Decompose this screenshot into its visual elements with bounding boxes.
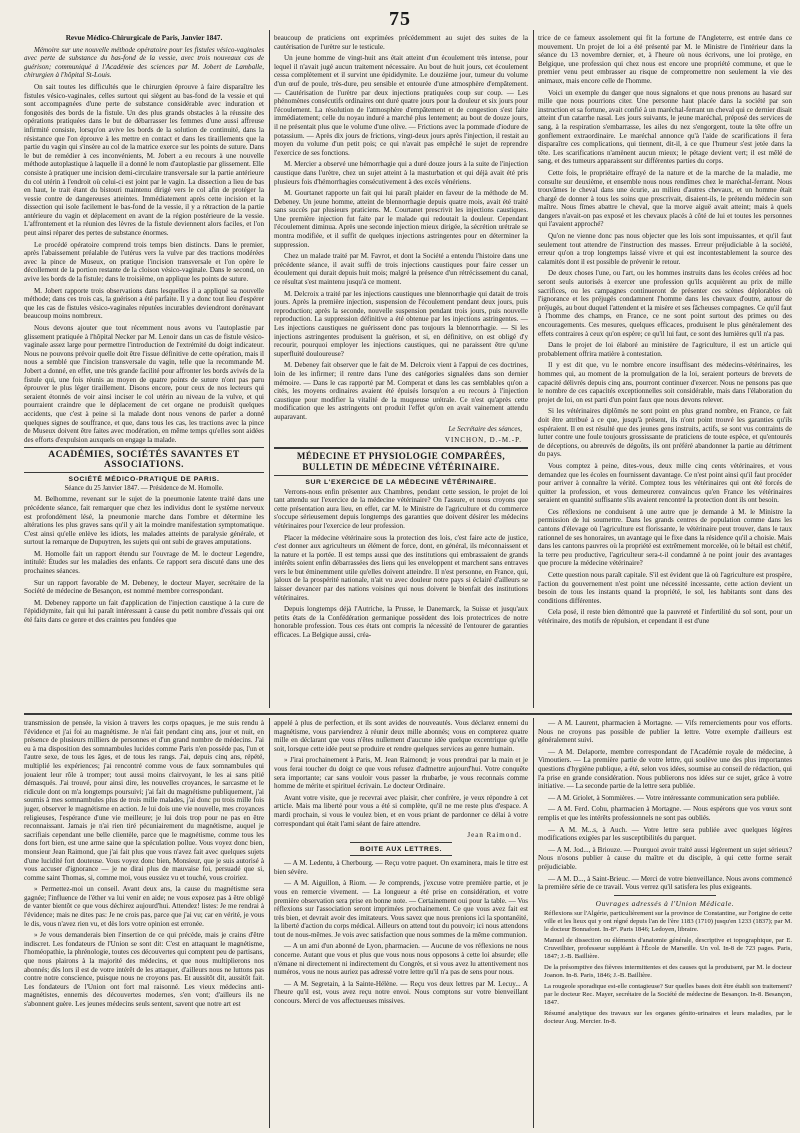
- page-number: 75: [389, 8, 411, 30]
- divider: [350, 855, 452, 856]
- letter-reply: — A un ami d'un abonné de Lyon, pharmacien. — Aucune de vos réflexions ne nous concerne. Autant que vous et plus que vous nous nous opposons à cette loi absurde; elle n'émane ni directement ni indirectement du Congrès, et si vous avez lu attentivement nos numéros, vous ne nous auriez pas adressé votre lettre qu'il n'a pas de sens pour nous.: [274, 942, 528, 977]
- article-paragraph: Vous comptez à peine, dites-vous, deux mille cinq cents vétérinaires, et vous demandez que les écoles en fournissent davantage. Ce n'est point ainsi qu'il faut procéder pour arriver à connaître la vérité. Comptez tous les vétérinaires qui ont été forcés de quitter la profession, et vous demeurerez convaincus qu'en France les vétérinaires seraient en quantité suffisante s'ils avaient rencontré la protection dont ils ont besoin.: [538, 461, 792, 505]
- article-paragraph: M. Mercier a observé une hémorrhagie qui a duré douze jours à la suite de l'injection caustique dans l'urètre, chez un sujet atteint à la masturbation et qui déjà avait été pris plusieurs fois d'hémorrhagies consécutivement à des excès vénériens.: [274, 160, 528, 186]
- column-1-bottom: [24, 719, 264, 1129]
- letter-reply: — A M. Griolet, à Sommières. — Votre intéressante communication sera publiée.: [548, 793, 780, 802]
- letters-box-title: BOITE AUX LETTRES.: [359, 846, 443, 854]
- divider: [24, 447, 264, 448]
- article-paragraph: Verrons-nous enfin présenter aux Chambres, pendant cette session, le projet de loi tant attendu sur l'exercice de la médecine vétérinaire? On l'assure, et nous croyons que cette présentation aura lieu, en effet, car M. le Ministre de l'agriculture et du commerce s'occupe sérieusement depuis longtemps des garanties que doivent désirer les médecins vétérinaires pour l'exercice de leur profession.: [274, 487, 528, 530]
- divider: [614, 895, 716, 896]
- article-paragraph: trice de ce fameux assolement qui fit la fortune de l'Angleterre, est entrée dans ce mouvement. Un projet de loi a été présenté par M. le Ministre de l'intérieur dans la séance du 13 novembre dernier, et, à l'heure où nous écrivons, une loi protège, en Belgique, une profession qui chez nous est encore une propriété commune, et que le premier venu peut embrasser au risque de compromettre non seulement la vie des animaux, mais encore celle de l'homme.: [538, 34, 792, 85]
- article-paragraph: Nous devons ajouter que tout récemment nous avons vu l'autoplastie par glissement pratiquée à l'hôpital Necker par M. Lenoir dans un cas de fistule vésico-vaginale assez large pour permettre l'introduction de l'extrémité du doigt indicateur. Nous ne pouvons prévoir quelle doit être l'issue définitive de cette opération, mais il nous a semblé que l'incision transversale du vagin, telle que la recommande M. Jobert a donné, en effet, une très grande facilité pour affronter les bords avivés de la fistule qui, une fois réunis au moyen de quatre points de suture n'ont pas paru éprouver le plus léger tiraillement. Disons encore, pour ceux de nos lecteurs qui seraient étonnés de voir ainsi inciser le col utérin au niveau de la vulve, et qui pourraient craindre que le déplacement de cet organe ne produisît quelques accidents, que c'est à peine si la malade dont nous venons de parler a donné quelques signes de souffrance, et que, dans tous les cas, les tractions avec la pince de Museux doivent être faites avec modération, en même temps qu'elles sont aidées des efforts d'expulsion auxquels on engage la malade.: [24, 324, 264, 444]
- divider: [350, 842, 452, 843]
- article-paragraph: » Je vous demanderais bien l'insertion de ce qui précède, mais je crains d'être indiscret. Les fondateurs de l'Union se sont dit: C'est en attaquant le magnétisme, l'homéopathie, la phrénologie, toutes ces découvertes qui comptent peu de partisans, que nous plairons à la majorité des médecins, et que nous multiplierons nos abonnés; dès lors il est de votre intérêt de les attaquer, d'ailleurs nous ne luttons pas contre notre conscience, puisque nous ne croyons pas. Et aussitôt dit, aussitôt fait. Les fondateurs de l'Union ont fort mal raisonné. Les vieux médecins anti-magnétistes, ennemis des découvertes modernes, s'en vont; d'ailleurs ils ne s'abonnent guère. Les jeunes médecins seuls sentent, savent que notre art est: [24, 931, 264, 1008]
- column-3-bottom: [538, 719, 792, 1129]
- divider: [24, 472, 264, 473]
- article-paragraph: Placer la médecine vétérinaire sous la protection des lois, c'est faire acte de justice, c'est donner aux agriculteurs un élément de force, dont, en général, ils méconnaissent et la nature et la portée. Il est temps aussi que des institutions qui embrassaient de grands intérêts soient enfin débarrassées des liens qui les enveloppent et marchent sans entraves vers le but éminemment utile qu'elles doivent atteindre. Il n'est personne, en France, qui, jaloux de la prospérité nationale, n'ait vu avec douleur notre pays si éclairé d'ailleurs se laisser devancer par des nations voisines qui nous doivent le bienfait des institutions vétérinaires.: [274, 533, 528, 602]
- column-rule: [269, 718, 270, 1128]
- article-paragraph: Le procédé opératoire comprend trois temps bien distincts. Dans le premier, après l'abaissement préalable de l'utérus vers la vulve par des tractions modérées avec la pince de Museux, on pratique l'incision transversale et l'on opère le décollement de la portion restante de la cloison vésico-vaginale. Dans le second, on avive les bords de la fistule; dans le troisième, on applique les points de suture.: [24, 240, 264, 284]
- article-paragraph: Il y est dit que, vu le nombre encore insuffisant des médecins-vétérinaires, les hommes qui, au moment de la promulgation de la loi, seraient porteurs de brevets de capacité délivrés depuis cinq ans, pourront continuer d'exercer. Nous ne pensons pas que le nombre de ces capacités exceptionnelles soit considérable, mais dans l'élaboration du projet de loi, on est parti d'un point faux que nous devons relever.: [538, 361, 792, 404]
- letter-reply: — A M. Delaporte, membre correspondant de l'Académie royale de médecine, à Vimoutiers. — La première partie de votre lettre, qui soulève une des plus importantes questions d'hygiène publique, a été, selon vos idées, soumise au conseil de rédaction, qui l'a prise en grande considération. Nous publierons nos idées sur ce sujet, grâce à votre initiative. — La seconde partie de la lettre sera publiée.: [538, 747, 792, 791]
- letter-reply: — A M. Aiguillon, à Riom. — Je comprends, j'excuse votre première partie, et je vous en remercie vivement. — La longueur a été prise en considération, et votre première observation sera prise en bonne note. — Certainement oui pour la table. — Vos réflexions sur l'association seront imprimées prochainement. Ce que vous avez fait est très bien, et devrait avoir des imitateurs. Vous savez que nous prenions ici la spontanéité, la liberté d'action du corps médical. Ailleurs on attend tout du pouvoir; ici nous attendons tout de nous-mêmes. Je vois avec satisfaction que nous sommes de la même communion.: [274, 879, 528, 939]
- book-entry: Réflexions sur l'Algérie, particulièrement sur la province de Constantine, sur l'origine de cette ville et les lieux qui y ont régné depuis l'an de l'ère 1183 (1710) jusqu'en 1233 (1837); par M. le docteur Bonnafont. In-8°. Paris 1846; Ledoyen, libraire.: [544, 909, 792, 933]
- signoff-role: Le Secrétaire des séances,: [448, 424, 522, 433]
- article-paragraph: Mémoire sur une nouvelle méthode opératoire pour les fistules vésico-vaginales avec perte de substance du bas-fond de la vessie, avec trois nouveaux cas de guérison; communiqué à l'Académie des sciences par M. Jobert de Lamballe, chirurgien à l'hôpital St-Louis.: [24, 45, 264, 80]
- book-entry: Manuel de dissection ou éléments d'anatomie générale, descriptive et topographique, par E. Cruveilhier, professeur suppléant à l'École de Marseille. Un vol. In-8 de 723 pages. Paris, 1847; J.-B. Baillière.: [544, 936, 792, 960]
- article-paragraph: Cette question nous paraît capitale. S'il est évident que là où l'agriculture est prospère, l'action du gouvernement n'est point une nécessité incessante, cette action devient un besoin de tous les instants quand la propriété, le sol, les habitants sont dans des conditions différentes.: [538, 571, 792, 605]
- article-paragraph: M. Gourtanet rapporte un fait qui lui paraît plaider en faveur de la méthode de M. Debeney. Un jeune homme, atteint de blennorrhagie depuis quatre mois, avait été traité sans succès par plusieurs praticiens. M. Courtanet prescrivit les injections caustiques. Une première injection fut faite par le malade qui redoutait la douleur. Cependant l'écoulement diminua. Après une seconde injection mieux dirigée, la sécrétion urétrale se montra modifiée, et il suffit de quelques injections astringentes pour en déterminer la suppression.: [274, 189, 528, 249]
- article-paragraph: Voici un exemple du danger que nous signalons et que nous prenons au hasard sur mille que nous pourrions citer. Une personne haut placée dans la société par son instruction et sa fortune, avait confié à un maréchal-ferrant un cheval qui ce dernier disait atteint d'un catarrhe nasal. Les jours suivants, le jeune maréchal, préposé des services de sang, à la respiration s'embarrasse, les ailes du nez s'engorgent, toute la tête offre un gonflement extraordinaire. Le maréchal annonce qu'à l'aide de scarifications il fera disparaître ces complications, qui tiennent, dit-il, à ce que l'humeur s'est jetée dans la tête. Les scarifications n'amènent aucun mieux; le pétage devient vert; il est mêlé de sang, et des tumeurs apparaissent sur différentes parties du corps.: [538, 88, 792, 166]
- article-paragraph: transmission de pensée, la vision à travers les corps opaques, je me suis rendu à l'évidence et j'ai foi au magnétisme. Je n'ai fait pendant cinq ans, jour et nuit, en présence de plusieurs milliers de personnes et d'un grand nombre de médecins. J'ai eu à ma disposition des somnambules lucides comme Paris n'en possède pas, l'un et l'autre sexe, de tous les âges, et de tous les rangs. J'ai, depuis cinq ans, répété, multiplié les expériences; j'ai rencontré comme vous de faux somnambules qui jouaient leur rôle à tromper; tout aussi moins clairvoyant, le les ai sans pitié démasqués. J'ai trouvé, pour ainsi dire, les nouvelles croyances, le sarcasme et le ridicule dont on m'a longtemps poursuivi; j'ai fait du magnétisme publiquement, j'ai soumis à mes somnambules plus de trois mille malades, j'ai donc pu trois mille fois juger, observer le magnétisme en action. Je lui dois une vie nouvelle, mes croyances religieuses, l'espérance d'une vie meilleure; je lui dois trop pour ne pas en être reconnaissant. Jamais je n'ai rien tiré pécuniairement du magnétisme, auquel je sacrifiais cependant une belle clientèle, parce que le magnétisme, comme tous les dons fort bien, est une arme saine que la spéculation pollue. Vous voyez donc bien, monsieur Jean Raimond, que j'ai fait plus que vous n'avez fait avec quelques sujets d'une lucidité fort douteuse. Vous voyez donc bien, Monsieur, que je suis autorisé à vous accuser d'ignorance — je ne dirai plus de mauvaise foi, persuadé que si, comme saint Thomas, si, comme moi, vous eussiez vu et touché, vous croiriez.: [24, 719, 264, 882]
- article-paragraph: Qu'on ne vienne donc pas nous objecter que les lois sont impuissantes, et qu'il faut seulement tout attendre de l'instruction des masses. Erreur préjudiciable à la société, erreur qu'on a trop longtemps laissé vivre et qui est incontestablement la source des calamités dont il est possible de prévenir le retour.: [538, 232, 792, 266]
- section-banner: MÉDECINE ET PHYSIOLOGIE COMPARÉES, BULLETIN DE MÉDECINE VÉTÉRINAIRE.: [296, 450, 506, 472]
- divider: [274, 447, 528, 449]
- article-paragraph: On sait toutes les difficultés que le chirurgien éprouve à faire disparaître les fistules vésico-vaginales, celles surtout qui siègent au bas-fond de la vessie et qui sont accompagnées d'une perte de substance considérable avec induration et fongosités des bords de la fistule. Un des plus grands obstacles à la réussite des opérations pratiquées dans le but de débarrasser les femmes d'une aussi affreuse infirmité consiste, lorsqu'on avive les bords de la solution de continuité, dans la résistance que l'on éprouve à les mettre en contact et dans les tiraillements que la partie du vagin qui s'insère au col de la matrice exerce sur les points de suture. Dans le but de remédier à ces inconvénients, M. Jobert a eu recours à une nouvelle méthode autoplastique à laquelle il a donné le nom d'autoplastie par glissement. Elle consiste à pratiquer une incision demi-circulaire transversale sur la partie antérieure du col utérin à l'endroit où celui-ci est joint par le vagin. La dissection a lieu de bas en haut, le trait étant du bistouri maintenu dirigé vers le col afin de protéger la vessie contre de dangereuses atteintes. Immédiatement après cette incision et la dissection qui isole facilement le bas-fond de la vessie, il y a rétraction de la partie antérieure du vagin et déplacement en avant de la région postérieure de la vessie. L'affrontement et la réunion des lèvres de la fistule deviennent alors faciles, et l'on peut ainsi réparer des pertes de substance énormes.: [24, 82, 264, 238]
- letter-reply: — A M. Ferd. Cohu, pharmacien à Mortagne. — Nous espérons que vos vœux sont remplis et que les intérêts professionnels ne sont pas oubliés.: [538, 805, 792, 822]
- article-paragraph: Cela posé, il reste bien démontré que la pauvreté et l'infertilité du sol sont, pour un vétérinaire, des motifs de répulsion, et cependant il est d'une: [538, 608, 792, 625]
- article-paragraph: M. Debeney fait observer que le fait de M. Delcroix vient à l'appui de ces doctrines, loin de les infirmer; il rentre dans l'une des catégories signalées dans son dernier mémoire. — Dans le cas rapporté par M. Comperat et dans les cas semblables qu'on a cités, les moyens ordinaires avaient été épuisés lorsqu'on a eu recours à l'injection caustique pour modifier la vitalité de la muqueuse urétrale. Ce n'est qu'après cette modification que les astringents ont produit l'effet qu'on en avait vainement attendu auparavant.: [274, 361, 528, 421]
- book-entry: Résumé analytique des travaux sur les organes génito-urinaires et leurs maladies, par le docteur Aug. Mercier. In-8.: [544, 1009, 792, 1025]
- article-paragraph: De deux choses l'une, ou l'art, ou les hommes instruits dans les écoles créées ad hoc seront seuls autorisés à exercer une profession qu'ils acquièrent au prix de mille sacrifices, ou les campagnes continueront de présenter ces scènes déplorables où l'ignorance et les préjugés condamnent l'homme dans les chevaux d'outre, autour de préjugés, au bout duquel l'attendent et la misère et ses fâcheuses compagnes. Ce qu'il faut à l'homme des champs, en France, ce ne sont point surtout des primes ou des encouragements. Ces mesures, quelques efficaces, produisent le plus généralement des effets contraires à ceux qu'on espère; ce qu'il lui faut, ce sont des lumières qu'il n'a pas.: [538, 269, 792, 338]
- book-entry: De la présomptive des fièvres intermittentes et des causes qui la produisent, par M. le docteur Joanon. In-8. Paris, 1846; J.-B. Baillière.: [544, 963, 792, 979]
- article-paragraph: Avant votre visite, que je recevrai avec plaisir, cher confrère, je veux répondre à cet article. Mais ma liberté pour vous a été si complète, qu'il ne me reste plus d'espace. A mardi prochain, si vous le voulez bien, et en vous priant de pardonner ce délai à votre correspondant qui était l'ami séant de faire attendre.: [274, 793, 528, 828]
- article-paragraph: Sur un rapport favorable de M. Debeney, le docteur Mayer, secrétaire de la Société de médecine de Besançon, est nommé membre correspondant.: [24, 578, 264, 596]
- column-rule: [533, 718, 534, 1128]
- column-rule: [269, 30, 270, 708]
- article-paragraph: Chez un malade traité par M. Favrot, et dont la Société a entendu l'histoire dans une précédente séance, il avait suffi de trois injections caustiques pour faire cesser un écoulement qui durait depuis huit mois; malgré la présence d'un rétrécissement du canal, ce résultat s'est maintenu jusqu'à ce moment.: [274, 252, 528, 287]
- section-title: Revue Médico-Chirurgicale de Paris, Janvier 1847.: [65, 34, 223, 42]
- society-title: SOCIÉTÉ MÉDICO-PRATIQUE DE PARIS.: [68, 476, 220, 484]
- letter-reply: — A M. M...s, à Auch. — Votre lettre sera publiée avec quelques légères modifications exigées par les susceptibilités du parquet.: [538, 825, 792, 843]
- article-paragraph: Dans le projet de loi élaboré au ministère de l'agriculture, il est un article qui probablement offrira matière à contestation.: [538, 341, 792, 358]
- article-paragraph: » Permettez-moi un conseil. Avant deux ans, la cause du magnétisme sera gagnée; l'influence de l'éther va lui venir en aide; ne vous exposez pas à être obligé de vanter bientôt ce que vous déchirez aujourd'hui. Attendez! listes: Je me rendrai à l'évidence; mais ne dites pas: Je ne crois pas, parce que j'ai vu; car en vérité, je vous le dis, vous n'avez rien vu, et dès lors votre opinion est erronée.: [24, 885, 264, 928]
- column-rule: [533, 30, 534, 708]
- section-banner: ACADÉMIES, SOCIÉTÉS SAVANTES ET ASSOCIATIONS.: [48, 450, 240, 471]
- article-paragraph: beaucoup de praticiens ont exprimées précédemment au sujet des suites de la cautérisation de l'urètre sur le testicule.: [274, 34, 528, 51]
- books-box-title: Ouvrages adressés à l'Union Médicale.: [595, 898, 735, 908]
- article-paragraph: Un jeune homme de vingt-huit ans était atteint d'un écoulement très intense, pour lequel il n'avait jugé aucun traitement nécessaire. Au bout de huit jours, cet écoulement cessa complètement et il survint une épididymite. Le douzième jour, tumeur du volume d'un œuf de poule, très-dure, peu sensible et entourée d'une atmosphère d'empâtement. — Cautérisation de l'urètre par deux injections pratiquées coup sur coup. — Les phénomènes consécutifs ordinaires ont duré quatre jours pour la douleur et six jours pour l'écoulement. La résolution de l'atmosphère d'empâtement et de congestion s'est faite immédiatement; celle du noyau induré a marché plus lentement; au bout de douze jours, il ne présentait plus que le volume d'une olive. — Frictions avec la pommade d'iodure de potassium. — Après dix jours de frictions, vingt-deux jours après l'injection, il restait au moyen du volume d'un petit pois; ce qui n'avait pas empêché le sujet de reprendre l'exercice de ses fonctions.: [274, 54, 528, 157]
- letter-reply: — A M. Laurent, pharmacien à Mortagne. — Vifs remerciements pour vos efforts. Nous ne croyons pas possible de publier la lettre. Votre exemple d'ailleurs est généralement suivi.: [538, 719, 792, 745]
- letter-reply: — A M. Jod..., à Briouze. — Pourquoi avoir traité aussi légèrement un sujet sérieux? Nous n'osons publier à cause du maître et du disciple, à qui cette forme serait préjudiciable.: [538, 845, 792, 871]
- article-paragraph: Ces réflexions ne conduisent à une autre que je demande à M. le Ministre la permission de lui soumettre. Dans les grands centres de population comme dans les cantons d'élevage où l'agriculture est florissante, le vétérinaire peut trouver, dans le taux rationnel de ses honoraires, un avantage qui le fixe dans la résidence qu'il a choisie. Mais dans les cantons pauvres où la propriété est extrêmement morcelée, où le bétail est chétif, la terre peu productive, l'agriculteur sera-t-il condamné à ne point jouir des avantages que procure la médecine vétérinaire?: [538, 507, 792, 568]
- article-paragraph: M. Homolle fait un rapport étendu sur l'ouvrage de M. le docteur Legendre, intitulé: Études sur les maladies des enfants. Ce rapport sera discuté dans une des prochaines séances.: [24, 549, 264, 576]
- letter-reply: — A M. Ledentu, à Cherbourg. — Reçu votre paquet. On examinera, mais le titre est bien sévère.: [274, 859, 528, 876]
- letter-reply: — A M. D..., à Saint-Brieuc. — Merci de votre bienveillance. Nous avons commencé la première série de ce travail. Vous verrez qu'il satisfera les plus exigeants.: [538, 874, 792, 892]
- book-entry: La rougeole sporadique est-elle contagieuse? Sur quelles bases doit être établi son traitement? par le docteur Rec. Mayer, secrétaire de la Société de médecine de Besançon. In-8. Besançon, 1847.: [544, 982, 792, 1006]
- letter-reply: — A M. Segretain, à la Sainte-Hélène. — Reçu vos deux lettres par M. Lecuy... A l'heure qu'il est, vous avez reçu notre envoi. Nous comptons sur votre bienveillant concours. Merci de vos affectueuses missives.: [274, 979, 528, 1006]
- author-signature: Jean Raimond.: [467, 831, 522, 840]
- signoff-name: VINCHON, D.-M.-P.: [444, 435, 522, 444]
- article-paragraph: appelé à plus de perfection, et ils sont avides de nouveautés. Vous déclarez ennemi du magnétisme, vous parviendrez à réunir deux mille abonnés; vous en compterez quatre mille en déclarant que vous n'êtes nullement d'aucune idée quelque excentrique qu'elle soit, lorsque cette idée peut se produire et rendre quelques services au genre humain.: [274, 719, 528, 753]
- article-paragraph: M. Jobert rapporte trois observations dans lesquelles il a appliqué sa nouvelle méthode; dans ces trois cas, la guérison a été parfaite. Il y a donc tout lieu d'espérer que les cas de fistules vésico-vaginales réputées incurables deviendront dorénavant beaucoup moins nombreux.: [24, 286, 264, 321]
- article-title: SUR L'EXERCICE DE LA MÉDECINE VÉTÉRINAIRE.: [305, 478, 497, 486]
- article-paragraph: M. Debeney rapporte un fait d'application de l'injection caustique à la cure de l'épididymite, fait qui lui paraît intéressant à cause du petit nombre d'essais qui ont été faits dans ce genre et des craintes peu fondées que: [24, 598, 264, 625]
- session-meta: Séance du 25 Janvier 1847. — Présidence de M. Homolle.: [64, 485, 224, 493]
- article-paragraph: Si les vétérinaires diplômés ne sont point en plus grand nombre, en France, ce fait doit être attribué à ce que, jusqu'à présent, ils n'ont point trouvé les garanties qu'ils espéraient. Il en est résulté que des jeunes gens instruits, actifs, se sont vus contraints de lutter contre une foule toujours grossissante de praticiens de toute espèce, et qu'entourés de déceptions, ou abreuvés de dégoûts, ils ont préféré abandonner la partie au détriment du pays.: [538, 407, 792, 459]
- article-paragraph: Cette fois, le propriétaire effrayé de la nature et de la marche de la maladie, me consulte sur deuxième, et ensemble nous nous rendîmes chez le maréchal-ferrant. Nous trouvâmes le cheval dans une écurie, au milieu d'autres chevaux, et un homme était chargé de donner à tous les soins que prescrivait, disaient-ils, le prétendu médecin son maître. Nous fîmes abattre le cheval, que la morve aiguë avait atteint; mais à quels dangers n'avait-on pas exposé et les chevaux placés à côté de lui et toutes les personnes qui l'avaient approché?: [538, 168, 792, 229]
- column-1-top: [24, 34, 264, 711]
- article-paragraph: » J'irai prochainement à Paris, M. Jean Raimond; je vous prendrai par la main et je vous ferai toucher du doigt ce que vous refusez d'admettre aujourd'hui. Votre conquête sera importante; car sans vouloir vous passer la rhubarbe, je vous reconnais comme homme de mérite et spirituel écrivain. Le docteur Ordinaire.: [274, 756, 528, 791]
- section-divider: [24, 713, 792, 715]
- article-paragraph: M. Delcroix a traité par les injections caustiques une blennorrhagie qui datait de trois jours. Après la première injection, suspension de l'écoulement pendant deux jours, puis reproduction; après la seconde, nouvelle suspension pendant trois jours, puis nouvelle reproduction. La suppression définitive a été obtenue par les injections astringentes. — Les injections caustiques ne guérissent donc pas toujours la blennorrhagie. — Si les injections astringentes produisent la guérison, et si, en définitive, on est obligé d'y recourir, pourquoi employer les injections caustiques, qui ne paraissent être qu'une superfluité douloureuse?: [274, 289, 528, 358]
- divider: [274, 475, 528, 476]
- books-list: [538, 910, 792, 1026]
- column-2-bottom: [274, 719, 528, 1129]
- article-paragraph: Depuis longtemps déjà l'Autriche, la Prusse, le Danemarck, la Suisse et jusqu'aux petits états de la Confédération germanique possèdent des lois protectrices de notre honorable profession. Tous ces états ont compris la nécessité de l'entourer de garanties efficaces. La Belgique aussi, créa-: [274, 605, 528, 640]
- article-paragraph: M. Belhomme, revenant sur le sujet de la pneumonie latente traité dans une précédente séance, fait remarquer que chez les individus dont le système nerveux est profondément lésé, la pneumonie marche dans l'ombre et détermine les altérations les plus graves sans qu'il y ait la moindre manifestation symptomatique. C'est ainsi qu'elle enlève les idiots, les malades atteints de paralysie générale, et surtout la remarque de Dupuytren, les sujets qui ont subi de graves amputations.: [24, 495, 264, 547]
- column-3-top: [538, 34, 792, 711]
- column-2-top: [274, 34, 528, 711]
